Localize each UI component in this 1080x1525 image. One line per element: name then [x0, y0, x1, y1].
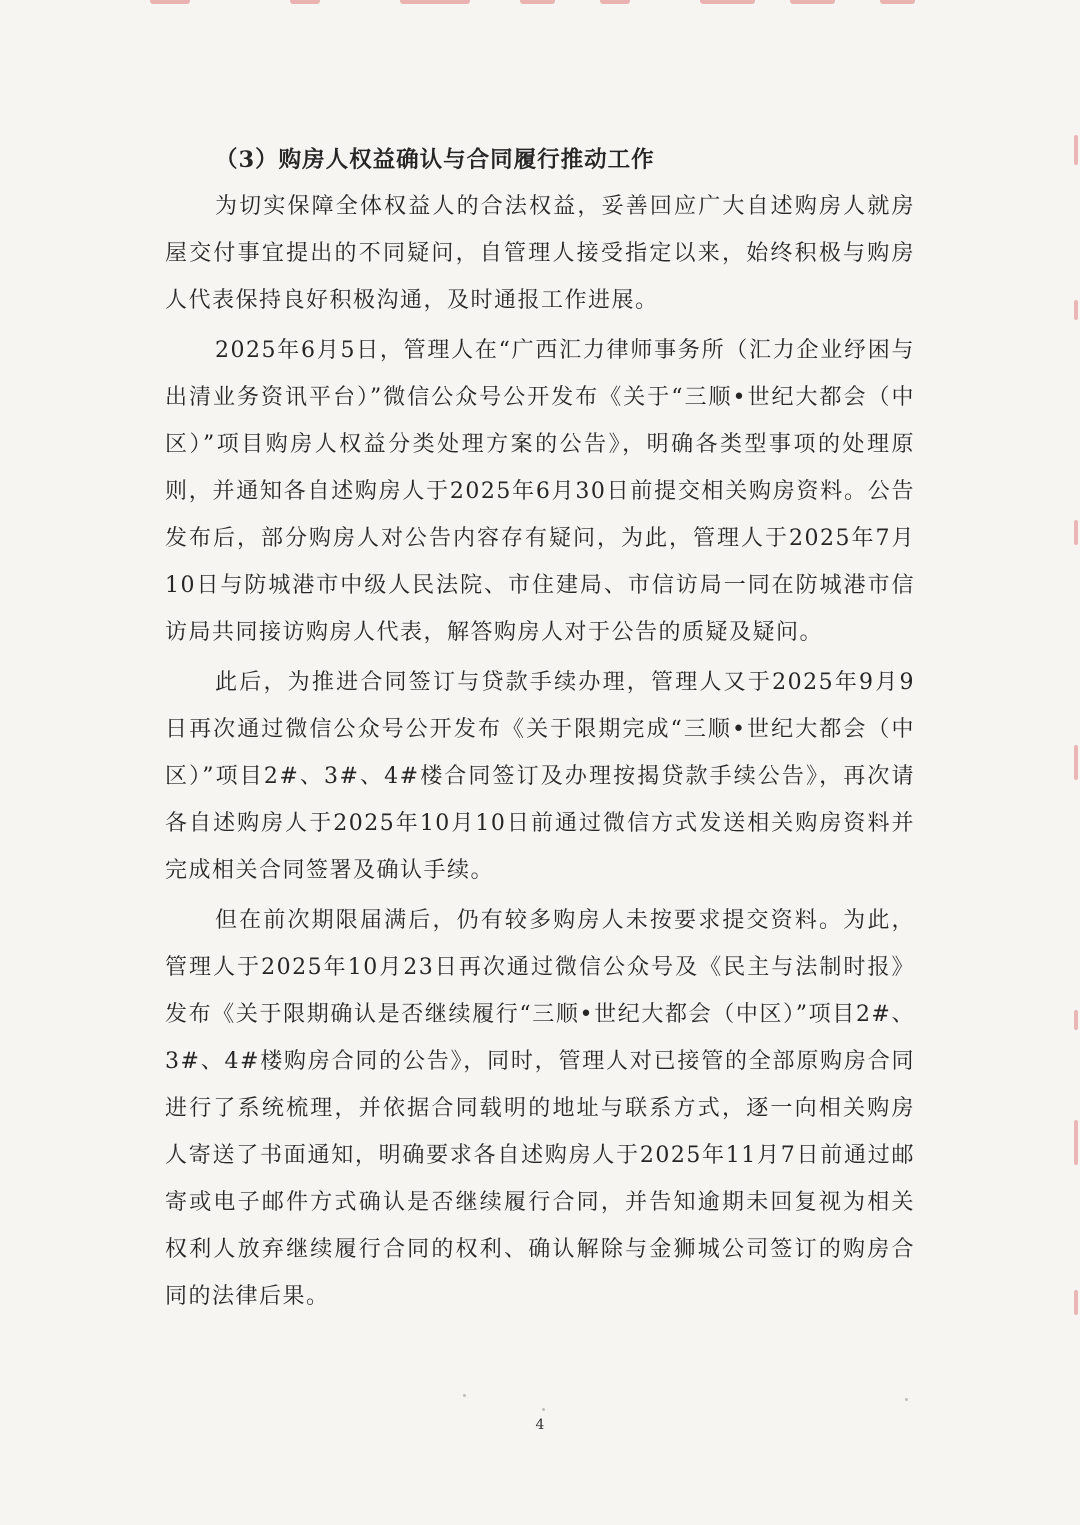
- section-heading: （3）购房人权益确认与合同履行推动工作: [215, 147, 655, 173]
- paragraph-2: 2025年6月5日，管理人在“广西汇力律师事务所（汇力企业纾困与出清业务资讯平台）”微信公众号公开发布《关于“三顺•世纪大都会（中区）”项目购房人权益分类处理方案的公告》，明确各类型事项的处理原则，并通知各自述购房人于2025年6月30日前提交相关购房资料。公告发布后，部分购房人对公告内容存有疑问，为此，管理人于2025年7月10日与防城港市中级人民法院、市住建局、市信访局一同在防城港市信访局共同接访购房人代表，解答购房人对于公告的质疑及疑问。: [165, 338, 915, 645]
- paragraph-3: 此后，为推进合同签订与贷款手续办理，管理人又于2025年9月9日再次通过微信公众号公开发布《关于限期完成“三顺•世纪大都会（中区）”项目2#、3#、4#楼合同签订及办理按揭贷款手续公告》，再次请各自述购房人于2025年10月10日前通过微信方式发送相关购房资料并完成相关合同签署及确认手续。: [165, 670, 915, 883]
- paragraph-1: 为切实保障全体权益人的合法权益，妥善回应广大自述购房人就房屋交付事宜提出的不同疑问，自管理人接受指定以来，始终积极与购房人代表保持良好积极沟通，及时通报工作进展。: [165, 194, 915, 313]
- page-number: 4: [535, 1417, 545, 1433]
- scan-speck: [542, 1408, 545, 1411]
- document-body: [165, 140, 915, 1320]
- scan-speck: [905, 1398, 908, 1401]
- paragraph-4: 但在前次期限届满后，仍有较多购房人未按要求提交资料。为此，管理人于2025年10月23日再次通过微信公众号及《民主与法制时报》发布《关于限期确认是否继续履行“三顺•世纪大都会（中区）”项目2#、3#、4#楼购房合同的公告》，同时，管理人对已接管的全部原购房合同进行了系统梳理，并依据合同载明的地址与联系方式，逐一向相关购房人寄送了书面通知，明确要求各自述购房人于2025年11月7日前通过邮寄或电子邮件方式确认是否继续履行合同，并告知逾期未回复视为相关权利人放弃继续履行合同的权利、确认解除与金狮城公司签订的购房合同的法律后果。: [165, 908, 915, 1309]
- top-edge-bleed-marks: [0, 0, 1080, 14]
- right-edge-bleed-marks: [1066, 0, 1080, 1525]
- scan-speck: [463, 1394, 466, 1397]
